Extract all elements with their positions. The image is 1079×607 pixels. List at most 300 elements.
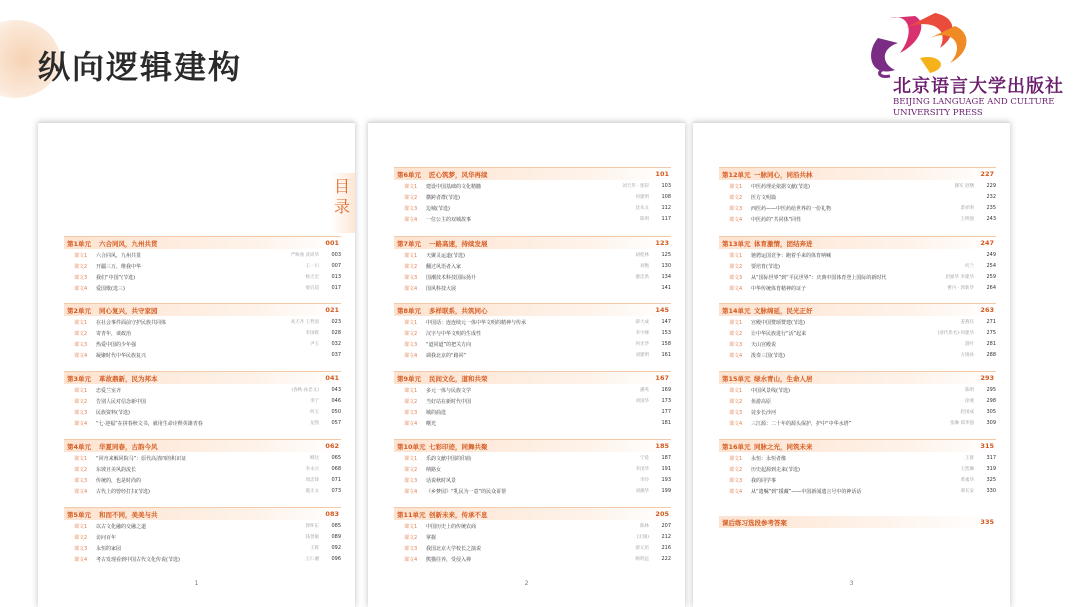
lesson-title: 《乡梦园》“乳民为一意”的民众哥帮 — [426, 488, 507, 495]
toc-page-1 — [38, 122, 355, 607]
lesson-number: 课文1 — [404, 523, 418, 530]
lesson-title: 中国话：连连续元一体中华文明的精神与传承 — [426, 319, 527, 326]
lesson-title: 中医药的“共同体”同性 — [751, 216, 802, 223]
lesson-page: 117 — [661, 216, 671, 222]
lesson-page: 305 — [986, 409, 996, 415]
lesson-page: 319 — [986, 466, 996, 472]
lesson-page: 108 — [661, 194, 671, 200]
answers-section — [719, 516, 996, 528]
lesson-row[interactable] — [64, 418, 341, 428]
lesson-row[interactable] — [64, 396, 341, 406]
lesson-title: 历史起源到走来(节选) — [751, 466, 800, 473]
lesson-row[interactable] — [64, 521, 341, 531]
lesson-number: 课文3 — [729, 274, 743, 281]
lesson-number: 课文1 — [404, 252, 418, 259]
lesson-number: 课文1 — [729, 319, 743, 326]
lesson-row[interactable] — [394, 181, 671, 191]
publisher-name-en-2: UNIVERSITY PRESS — [893, 108, 983, 118]
lesson-author: 尹玉 — [310, 342, 319, 347]
lesson-row[interactable] — [394, 328, 671, 338]
unit-page: 205 — [655, 510, 669, 518]
lesson-page: 259 — [986, 274, 996, 280]
lesson-title: 告别人民对信念新中国 — [96, 398, 147, 405]
lesson-page: 147 — [661, 319, 671, 325]
lesson-row[interactable] — [64, 486, 341, 496]
lesson-author: 钱誉敏 — [305, 535, 319, 540]
lesson-number: 课文1 — [729, 387, 743, 394]
lesson-row[interactable] — [719, 261, 996, 271]
lesson-number: 课文3 — [404, 274, 418, 281]
lesson-page: 191 — [661, 466, 671, 472]
lesson-row[interactable] — [394, 192, 671, 202]
lesson-author: 王明强 — [960, 217, 974, 222]
lesson-title: 考古发现看到中国古代文化传说(节选) — [96, 556, 180, 563]
publisher-name-en-1: BEIJING LANGUAGE AND CULTURE — [893, 97, 1055, 107]
lesson-page: 281 — [986, 341, 996, 347]
lesson-row[interactable] — [64, 261, 341, 271]
lesson-page: 017 — [331, 285, 341, 291]
lesson-row[interactable] — [719, 317, 996, 327]
unit-header[interactable] — [394, 371, 671, 384]
unit-header[interactable] — [64, 507, 341, 520]
lesson-page: 193 — [661, 477, 671, 483]
lesson-author: (清代佚名)·何建华 — [937, 331, 974, 336]
unit-page: 167 — [655, 374, 669, 382]
unit-header[interactable] — [394, 439, 671, 452]
lesson-number: 课文4 — [404, 352, 418, 359]
lesson-row[interactable] — [394, 475, 671, 485]
lesson-page: 065 — [331, 455, 341, 461]
lesson-title: 天山宫殿说 — [751, 341, 777, 348]
lesson-author: 刘湘华 — [635, 489, 649, 494]
unit-header[interactable] — [719, 439, 996, 452]
lesson-author: 何光华 — [635, 342, 649, 347]
lesson-row[interactable] — [394, 250, 671, 260]
lesson-number: 课文3 — [74, 545, 88, 552]
unit-number: 第6单元 — [397, 170, 422, 179]
lesson-title: 城的曲选 — [426, 409, 447, 416]
lesson-number: 课文3 — [404, 409, 418, 416]
lesson-number: 课文4 — [74, 420, 88, 427]
lesson-row[interactable] — [64, 350, 341, 360]
lesson-row[interactable] — [719, 418, 996, 428]
lesson-title: 泼奏三国(节选) — [751, 352, 785, 359]
toc-page-3 — [693, 122, 1010, 607]
lesson-row[interactable] — [394, 272, 671, 282]
lesson-author: 黄素华 — [960, 478, 974, 483]
answers-page: 335 — [980, 518, 994, 526]
lesson-row[interactable] — [719, 192, 996, 202]
lesson-author: 曹丹 · 郭新华 — [947, 286, 974, 291]
lesson-page: 003 — [331, 252, 341, 258]
unit-number: 第8单元 — [397, 306, 422, 315]
lesson-number: 课文3 — [729, 409, 743, 416]
lesson-row[interactable] — [394, 203, 671, 213]
lesson-author: 何兰 — [965, 264, 974, 269]
lesson-author: 王辉 — [310, 546, 319, 551]
lesson-title: 调我北京的“路同” — [426, 352, 467, 359]
lesson-title: 传统的，也是时尚的 — [96, 477, 142, 484]
unit-page: 145 — [655, 306, 669, 314]
lesson-author: 赵国成 — [960, 410, 974, 415]
lesson-page: 169 — [661, 387, 671, 393]
lesson-row[interactable] — [719, 486, 996, 496]
lesson-title: 话说秋时风景 — [426, 477, 457, 484]
unit-number: 第4单元 — [67, 442, 92, 451]
unit-title: 多样联系，共筑同心 — [429, 306, 488, 315]
lesson-author: 何建明 — [635, 195, 649, 200]
lesson-page: 092 — [331, 545, 341, 551]
unit-number: 第10单元 — [397, 442, 426, 451]
lesson-page: 057 — [331, 420, 341, 426]
lesson-author: 张琳 郑华强 — [950, 421, 974, 426]
unit-page: 041 — [325, 374, 339, 382]
unit-page: 293 — [980, 374, 994, 382]
unit-title: 匠心筑梦，风华再续 — [429, 170, 488, 179]
lesson-page: 085 — [331, 523, 341, 529]
lesson-title: 六合同风，九州共贯 — [96, 252, 142, 259]
lesson-title: “七·迎福”在拼春秋文书，就用生命诠释英雄青春 — [96, 420, 203, 427]
lesson-author: 潘英 — [640, 388, 649, 393]
lesson-title: 中国历史上的传统农商 — [426, 523, 477, 530]
page-number: 1 — [194, 580, 199, 587]
lesson-page: 232 — [986, 194, 996, 200]
lesson-author: 李宇峰 — [635, 331, 649, 336]
lesson-row[interactable] — [394, 418, 671, 428]
lesson-page: 229 — [986, 183, 996, 189]
lesson-row[interactable] — [64, 328, 341, 338]
lesson-row[interactable] — [719, 203, 996, 213]
unit-header[interactable] — [394, 236, 671, 249]
lesson-number: 课文2 — [404, 330, 418, 337]
lesson-number: 课文1 — [729, 455, 743, 462]
lesson-title: 中国风景线(节选) — [751, 387, 790, 394]
lesson-number: 课文1 — [74, 455, 88, 462]
lesson-row[interactable] — [394, 396, 671, 406]
lesson-row[interactable] — [64, 464, 341, 474]
unit-header[interactable] — [394, 167, 671, 180]
lesson-page: 309 — [986, 420, 996, 426]
lesson-number: 课文2 — [74, 330, 88, 337]
lesson-row[interactable] — [394, 453, 671, 463]
unit-title: 六合同风，九州共贯 — [99, 239, 158, 248]
unit-title: 革故鼎新，民为邦本 — [99, 374, 158, 383]
lesson-author: 宁延 — [640, 456, 649, 461]
lesson-title: 中医药理论依据文献(节选) — [751, 183, 810, 190]
unit-header[interactable] — [64, 371, 341, 384]
lesson-number: 课文1 — [404, 183, 418, 190]
lesson-row[interactable] — [394, 543, 671, 553]
lesson-title: 熊猫往养，受侵入禅 — [426, 556, 472, 563]
lesson-number: 课文2 — [404, 398, 418, 405]
toc-unit — [719, 236, 996, 293]
lesson-row[interactable] — [394, 283, 671, 293]
unit-title: 一路高速，持续发展 — [429, 239, 488, 248]
lesson-page: 298 — [986, 398, 996, 404]
unit-header[interactable] — [64, 439, 341, 452]
lesson-row[interactable] — [394, 385, 671, 395]
lesson-title: 多元一体与民族文学 — [426, 387, 472, 394]
lesson-author: 萧祥明 — [960, 206, 974, 211]
lesson-row[interactable] — [64, 532, 341, 542]
lesson-page: 243 — [986, 216, 996, 222]
lesson-row[interactable] — [719, 339, 996, 349]
lesson-title: 三江源：二十年的源头保护，护中“中华水塔” — [751, 420, 852, 427]
lesson-author: 梁启超 — [305, 286, 319, 291]
lesson-row[interactable] — [394, 261, 671, 271]
lesson-row[interactable] — [64, 407, 341, 417]
lesson-number: 课文1 — [74, 387, 88, 394]
unit-title: 同心复兴，共守家园 — [99, 306, 158, 315]
toc-unit — [64, 371, 341, 428]
lesson-title: 要培育(节选) — [751, 263, 780, 270]
unit-header[interactable] — [394, 507, 671, 520]
lesson-row[interactable] — [64, 453, 341, 463]
lesson-number: 课文3 — [404, 477, 418, 484]
lesson-author: 蔡元培 — [635, 546, 649, 551]
lesson-title: 纳路女 — [426, 466, 442, 473]
lesson-page: 295 — [986, 387, 996, 393]
lesson-row[interactable] — [394, 554, 671, 564]
lesson-title: 中华传统体育精神的证子 — [751, 285, 807, 292]
lesson-number: 课文2 — [74, 466, 88, 473]
lesson-number: 课文2 — [404, 194, 418, 201]
lesson-page: 096 — [331, 556, 341, 562]
unit-page: 315 — [980, 442, 994, 450]
lesson-author: (无锡) — [636, 535, 649, 540]
toc-page-2 — [368, 122, 685, 607]
lesson-row[interactable] — [394, 532, 671, 542]
lesson-author: 李永兴 — [305, 467, 319, 472]
lesson-page: 103 — [661, 183, 671, 189]
lesson-page: 187 — [661, 455, 671, 461]
lesson-row[interactable] — [719, 272, 996, 282]
lesson-row[interactable] — [719, 214, 996, 224]
lesson-title: 凝聚时代中华民族复兴 — [96, 352, 147, 359]
lesson-author: 王凯琳 — [960, 467, 974, 472]
lesson-author: 施正文 — [305, 489, 319, 494]
lesson-number: 课文3 — [729, 341, 743, 348]
lesson-page: 073 — [331, 488, 341, 494]
lesson-author: 滕军 赵曙 — [954, 184, 974, 189]
lesson-number: 课文4 — [74, 556, 88, 563]
lesson-number: 课文2 — [404, 466, 418, 473]
lesson-number: 课文1 — [74, 319, 88, 326]
lesson-title: 驰骋运国竞争：跑着手来的体育呐喊 — [751, 252, 832, 259]
lesson-title: 永恒：永恒者像 — [751, 455, 787, 462]
lesson-row[interactable] — [719, 350, 996, 360]
page-number: 2 — [524, 580, 529, 587]
lesson-row[interactable] — [394, 317, 671, 327]
lesson-row[interactable] — [394, 339, 671, 349]
lesson-row[interactable] — [719, 475, 996, 485]
unit-title: 七彩印迹，同舞共聚 — [429, 442, 488, 451]
lesson-title: 开疆三万，维我中华 — [96, 263, 142, 270]
lesson-row[interactable] — [719, 453, 996, 463]
lesson-author: 高天齐 王哲国 — [290, 320, 319, 325]
lesson-title: 以古文化融的交融之道 — [96, 523, 147, 530]
lesson-page: 275 — [986, 330, 996, 336]
toc-unit — [394, 371, 671, 428]
unit-number: 第16单元 — [722, 442, 751, 451]
lesson-title: 忠爱兰室齐 — [96, 387, 122, 394]
lesson-title: 乐韵文献中国的印曲 — [426, 455, 472, 462]
lesson-number: 课文3 — [404, 341, 418, 348]
lesson-row[interactable] — [719, 250, 996, 260]
lesson-row[interactable] — [394, 214, 671, 224]
lesson-title: 西医药——中医药给世界的一份礼物 — [751, 205, 832, 212]
lesson-page: 264 — [986, 285, 996, 291]
lesson-page: 007 — [331, 263, 341, 269]
unit-header[interactable] — [719, 167, 996, 180]
lesson-author: 刘建明 — [635, 353, 649, 358]
lesson-number: 课文4 — [729, 488, 743, 495]
lesson-row[interactable] — [394, 486, 671, 496]
unit-page: 001 — [325, 239, 339, 247]
lesson-row[interactable] — [64, 385, 341, 395]
lesson-page: 317 — [986, 455, 996, 461]
lesson-row[interactable] — [64, 250, 341, 260]
unit-number: 第5单元 — [67, 510, 92, 519]
lesson-page: 153 — [661, 330, 671, 336]
lesson-row[interactable] — [719, 283, 996, 293]
unit-header[interactable] — [719, 371, 996, 384]
lesson-title: 国风科技大展 — [426, 285, 457, 292]
lesson-page: 043 — [331, 387, 341, 393]
lesson-number: 课文4 — [729, 420, 743, 427]
lesson-page: 050 — [331, 409, 341, 415]
toc-unit — [394, 439, 671, 496]
lesson-author: 薛大成 — [635, 320, 649, 325]
lesson-page: 032 — [331, 341, 341, 347]
unit-header[interactable] — [719, 236, 996, 249]
lesson-row[interactable] — [64, 283, 341, 293]
lesson-title: 天聚灵运道(节选) — [426, 252, 465, 259]
unit-page: 021 — [325, 306, 339, 314]
lesson-row[interactable] — [719, 407, 996, 417]
unit-number: 第14单元 — [722, 306, 751, 315]
lesson-title: 徒步长沙河 — [751, 409, 777, 416]
lesson-author: 陈林 — [640, 524, 649, 529]
lesson-page: 046 — [331, 398, 341, 404]
lesson-number: 课文3 — [74, 409, 88, 416]
unit-page: 247 — [980, 239, 994, 247]
lesson-row[interactable] — [394, 350, 671, 360]
lesson-row[interactable] — [719, 328, 996, 338]
unit-title: 同脉之光，同筑未来 — [754, 442, 813, 451]
toc-unit — [719, 439, 996, 496]
lesson-page: 249 — [986, 252, 996, 258]
lesson-row[interactable] — [64, 272, 341, 282]
lesson-title: 我的同学事 — [751, 477, 777, 484]
lesson-row[interactable] — [64, 339, 341, 349]
lesson-number: 课文2 — [404, 534, 418, 541]
lesson-number: 课文3 — [74, 274, 88, 281]
lesson-title: 热爱中国的少年强 — [96, 341, 137, 348]
lesson-title: “同舟来解同院马”：原代高清四的积识证 — [96, 455, 187, 462]
toc-unit — [394, 236, 671, 293]
lesson-number: 课文1 — [404, 455, 418, 462]
lesson-page: 161 — [661, 352, 671, 358]
lesson-row[interactable] — [64, 554, 341, 564]
lesson-row[interactable] — [64, 475, 341, 485]
lesson-author: 陈明 — [640, 217, 649, 222]
lesson-number: 课文4 — [729, 216, 743, 223]
lesson-title: 国潮技术科技国际扬升 — [426, 274, 477, 281]
lesson-row[interactable] — [394, 407, 671, 417]
lesson-number: 课文3 — [404, 205, 418, 212]
lesson-row[interactable] — [719, 181, 996, 191]
lesson-author: 王群 — [965, 456, 974, 461]
lesson-author: 刘衡 — [640, 264, 649, 269]
unit-title: 和而不同，美美与共 — [99, 510, 158, 519]
lesson-page: 216 — [661, 545, 671, 551]
lesson-author: 何玉 — [310, 410, 319, 415]
lesson-row[interactable] — [64, 317, 341, 327]
lesson-author: 沈从文 — [635, 206, 649, 211]
lesson-author: 李国辉 — [305, 331, 319, 336]
lesson-number: 课文2 — [74, 263, 88, 270]
lesson-author: (春秋·孙忠文) — [291, 388, 319, 393]
lesson-title: 边城(节选) — [426, 205, 450, 212]
lesson-title: 宫殿中国赞颂赞建(节选) — [751, 319, 805, 326]
unit-header[interactable] — [394, 303, 671, 316]
lesson-row[interactable] — [719, 396, 996, 406]
unit-number: 第15单元 — [722, 374, 751, 383]
lesson-author: 姜燕珏 — [960, 320, 974, 325]
lesson-row[interactable] — [719, 385, 996, 395]
lesson-title: 从“遗嘱”到“援藏”——中国新闻遗言号中的神话话 — [751, 488, 862, 495]
unit-page: 083 — [325, 510, 339, 518]
unit-header[interactable] — [64, 303, 341, 316]
lesson-page: 181 — [661, 420, 671, 426]
lesson-number: 课文1 — [74, 523, 88, 530]
publisher-name-cn: 北京语言大学出版社 — [893, 76, 1064, 97]
lesson-author: 赵丽华 李建华 — [945, 275, 974, 280]
lesson-title: 翻过风语者入家 — [426, 263, 462, 270]
toc-unit — [64, 303, 341, 360]
unit-page: 123 — [655, 239, 669, 247]
lesson-number: 课文1 — [729, 252, 743, 259]
unit-number: 第12单元 — [722, 170, 751, 179]
unit-title: 一脉同心，同沿共林 — [754, 170, 813, 179]
lesson-title: 曙光 — [426, 420, 437, 427]
unit-header[interactable] — [64, 236, 341, 249]
lesson-number: 课文4 — [74, 285, 88, 292]
lesson-number: 课文3 — [729, 477, 743, 484]
lesson-row[interactable] — [64, 543, 341, 553]
lesson-number: 课文2 — [74, 534, 88, 541]
lesson-row[interactable] — [719, 464, 996, 474]
toc-unit — [394, 303, 671, 360]
page-number: 3 — [849, 580, 854, 587]
lesson-number: 课文4 — [74, 352, 88, 359]
unit-header[interactable] — [719, 303, 996, 316]
answers-title: 课后练习选段参考答案 — [722, 518, 787, 527]
lesson-row[interactable] — [394, 521, 671, 531]
lesson-row[interactable] — [394, 464, 671, 474]
lesson-author: 廖忠禹 — [635, 275, 649, 280]
lesson-page: 112 — [661, 205, 671, 211]
lesson-page: 199 — [661, 488, 671, 494]
lesson-number: 课文2 — [729, 466, 743, 473]
lesson-page: 254 — [986, 263, 996, 269]
unit-number: 第11单元 — [397, 510, 426, 519]
lesson-page: 134 — [661, 274, 671, 280]
unit-number: 第1单元 — [67, 239, 92, 248]
lesson-number: 课文4 — [74, 488, 88, 495]
lesson-number: 课文2 — [404, 263, 418, 270]
